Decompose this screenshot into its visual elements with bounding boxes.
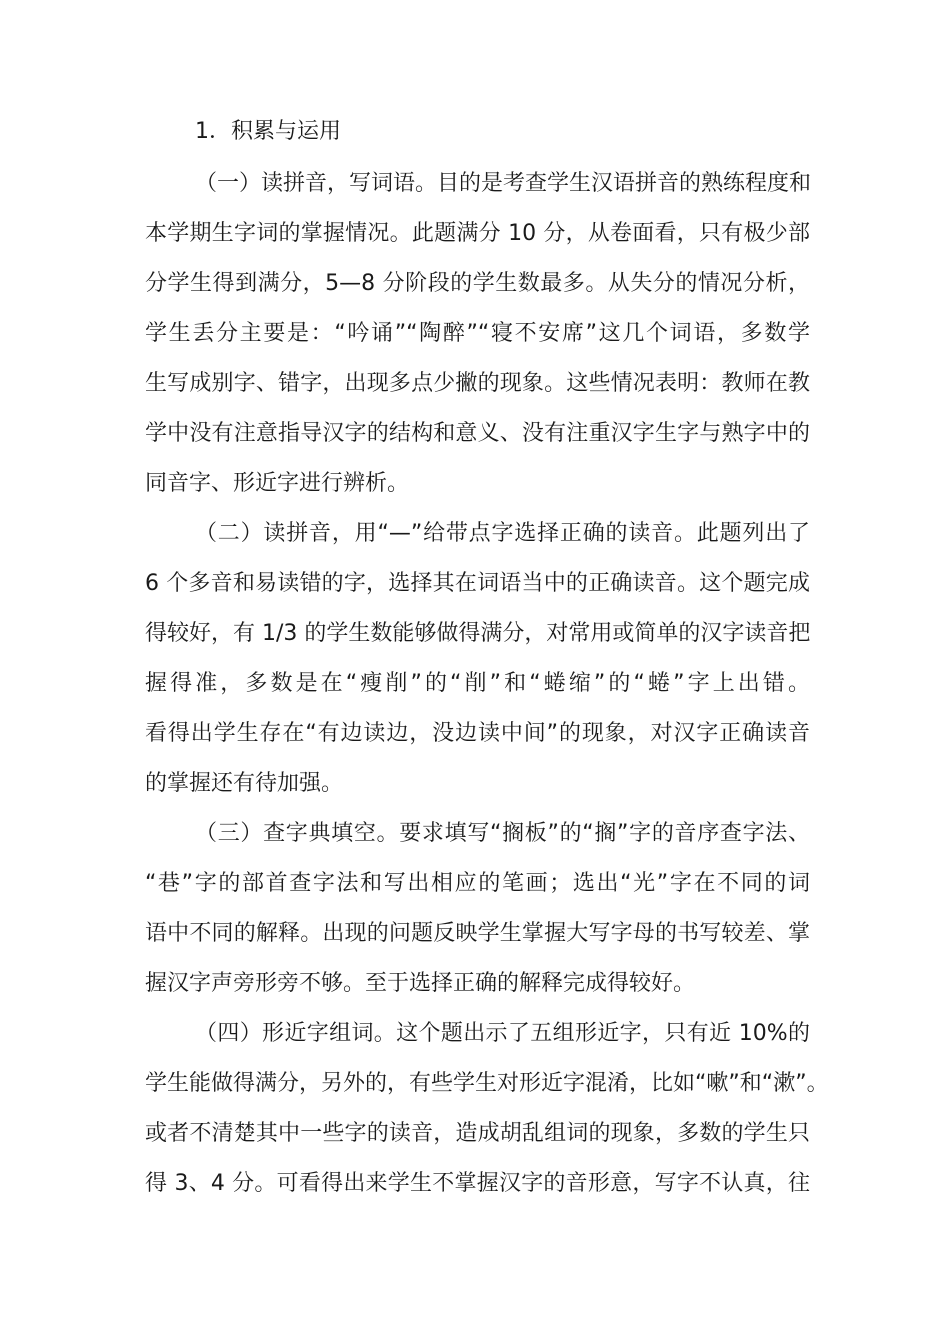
- paragraph-line: 生写成别字、错字，出现多点少撇的现象。这些情况表明：教师在教: [145, 371, 810, 396]
- paragraph-line: 学中没有注意指导汉字的结构和意义、没有注重汉字生字与熟字中的: [145, 421, 810, 446]
- paragraph-line: （四）形近字组词。这个题出示了五组形近字，只有近 10%的: [195, 1021, 810, 1046]
- section-heading: 1．积累与运用: [195, 119, 341, 144]
- paragraph-line: 得较好，有 1/3 的学生数能够做得满分，对常用或简单的汉字读音把: [145, 621, 811, 646]
- paragraph-line: 握得准，多数是在“瘦削”的“削”和“蜷缩”的“蜷”字上出错。: [145, 671, 810, 696]
- paragraph-line: “巷”字的部首查字法和写出相应的笔画；选出“光”字在不同的词: [145, 871, 810, 896]
- paragraph-line: （二）读拼音，用“—”给带点字选择正确的读音。此题列出了: [195, 521, 810, 546]
- paragraph-line: 的掌握还有待加强。: [145, 771, 344, 796]
- paragraph-line: 学生丢分主要是：“吟诵”“陶醉”“寝不安席”这几个词语，多数学: [145, 321, 810, 346]
- paragraph-line: 或者不清楚其中一些字的读音，造成胡乱组词的现象，多数的学生只: [145, 1121, 810, 1146]
- paragraph-line: （三）查字典填空。要求填写“搁板”的“搁”字的音序查字法、: [195, 821, 810, 846]
- paragraph-line: 握汉字声旁形旁不够。至于选择正确的解释完成得较好。: [145, 971, 696, 996]
- paragraph-line: 6 个多音和易读错的字，选择其在词语当中的正确读音。这个题完成: [145, 571, 810, 596]
- paragraph-line: 本学期生字词的掌握情况。此题满分 10 分，从卷面看，只有极少部: [145, 221, 810, 246]
- paragraph-line: 看得出学生存在“有边读边，没边读中间”的现象，对汉字正确读音: [145, 721, 810, 746]
- paragraph-line: 得 3、4 分。可看得出来学生不掌握汉字的音形意，写字不认真，往: [145, 1171, 810, 1196]
- paragraph-line: 分学生得到满分，5—8 分阶段的学生数最多。从失分的情况分析，: [145, 271, 810, 296]
- paragraph-line: （一）读拼音，写词语。目的是考查学生汉语拼音的熟练程度和: [195, 171, 812, 196]
- paragraph-line: 语中不同的解释。出现的问题反映学生掌握大写字母的书写较差、掌: [145, 921, 810, 946]
- paragraph-line: 学生能做得满分，另外的，有些学生对形近字混淆，比如“嗽”和“漱”。: [145, 1071, 829, 1096]
- paragraph-line: 同音字、形近字进行辨析。: [145, 471, 410, 496]
